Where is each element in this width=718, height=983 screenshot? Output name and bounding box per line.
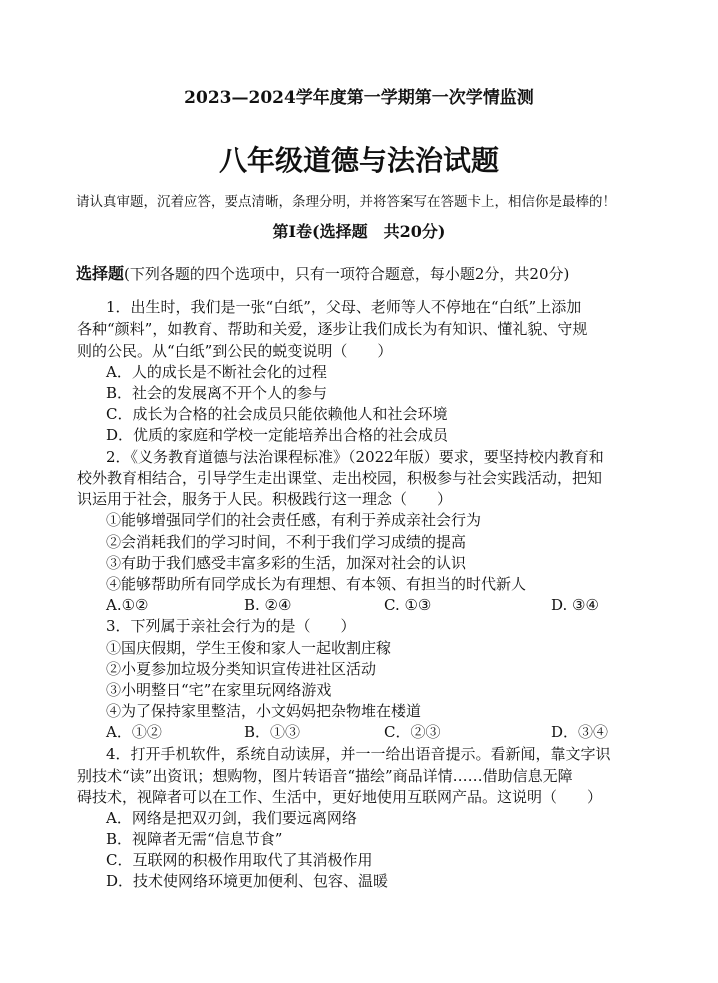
q2-item: ②会消耗我们的学习时间，不利于我们学习成绩的提高	[106, 533, 467, 551]
q2-stem-line: 2．《义务教育道德与法治课程标准》（2022年版）要求，要坚持校内教育和	[106, 448, 604, 466]
q4-option: B．视障者无需“信息节食”	[106, 830, 283, 848]
q2-stem-line: 校外教育相结合，引导学生走出课堂、走出校园，积极参与社会实践活动，把知	[77, 469, 603, 487]
q3-stem: 3．下列属于亲社会行为的是（ ）	[106, 617, 356, 635]
q1-option: B．社会的发展离不开个人的参与	[106, 384, 328, 402]
q4-stem-line: 碍技术，视障者可以在工作、生活中，更好地使用互联网产品。这说明（ ）	[77, 788, 603, 806]
section-heading	[76, 264, 569, 284]
q3-choice: A．①②	[106, 723, 162, 741]
exam-title: 八年级道德与法治试题	[218, 144, 499, 177]
q2-choice: C. ①③	[384, 596, 432, 614]
q4-option: A．网络是把双刃剑，我们要远离网络	[106, 809, 357, 827]
volume-heading: 第Ⅰ卷(选择题 共20分)	[272, 222, 446, 241]
q2-item: ①能够增强同学们的社会责任感，有利于养成亲社会行为	[106, 511, 482, 529]
q3-item: ③小明整日“宅”在家里玩网络游戏	[106, 681, 332, 699]
q4-stem-line: 别技术“读”出资讯；想购物，图片转语音“描绘”商品详情……借助信息无障	[77, 767, 573, 785]
q2-choice: D. ③④	[551, 596, 599, 614]
q4-option: D．技术使网络环境更加便利、包容、温暖	[106, 872, 389, 890]
q1-option: C．成长为合格的社会成员只能依赖他人和社会环境	[106, 405, 448, 423]
exam-instruction: 请认真审题，沉着应答，要点清晰，条理分明，并将答案写在答题卡上，相信你是最棒的！	[76, 194, 616, 210]
q3-choice: B．①③	[244, 723, 301, 741]
q3-choice: D．③④	[551, 723, 609, 741]
q2-choice: A.①②	[106, 596, 149, 614]
q2-choice: B. ②④	[244, 596, 292, 614]
q1-stem-line: 则的公民。从“白纸”到公民的蜕变说明（ ）	[77, 342, 393, 360]
q2-stem-line: 识运用于社会，服务于人民。积极践行这一理念（ ）	[77, 490, 453, 508]
q2-item: ④能够帮助所有同学成长为有理想、有本领、有担当的时代新人	[106, 575, 527, 593]
q4-stem-line: 4．打开手机软件，系统自动读屏，并一一给出语音提示。看新闻，靠文字识	[106, 745, 611, 763]
q3-item: ②小夏参加垃圾分类知识宣传进社区活动	[106, 660, 377, 678]
q1-stem-line: 1．出生时，我们是一张“白纸”，父母、老师等人不停地在“白纸”上添加	[106, 298, 582, 316]
q1-option: D．优质的家庭和学校一定能培养出合格的社会成员	[106, 426, 449, 444]
section-description: (下列各题的四个选项中，只有一项符合题意，每小题2分，共20分)	[124, 265, 570, 283]
q3-item: ④为了保持家里整洁，小文妈妈把杂物堆在楼道	[106, 702, 422, 720]
exam-subtitle: 2023—2024学年度第一学期第一次学情监测	[184, 88, 534, 108]
q1-option: A．人的成长是不断社会化的过程	[106, 363, 327, 381]
q3-item: ①国庆假期，学生王俊和家人一起收割庄稼	[106, 639, 392, 657]
q3-choice: C．②③	[384, 723, 441, 741]
q4-option: C．互联网的积极作用取代了其消极作用	[106, 851, 373, 869]
section-label: 选择题	[76, 264, 125, 283]
q2-item: ③有助于我们感受丰富多彩的生活，加深对社会的认识	[106, 554, 467, 572]
q1-stem-line: 各种“颜料”，如教育、帮助和关爱，逐步让我们成长为有知识、懂礼貌、守规	[77, 320, 588, 338]
